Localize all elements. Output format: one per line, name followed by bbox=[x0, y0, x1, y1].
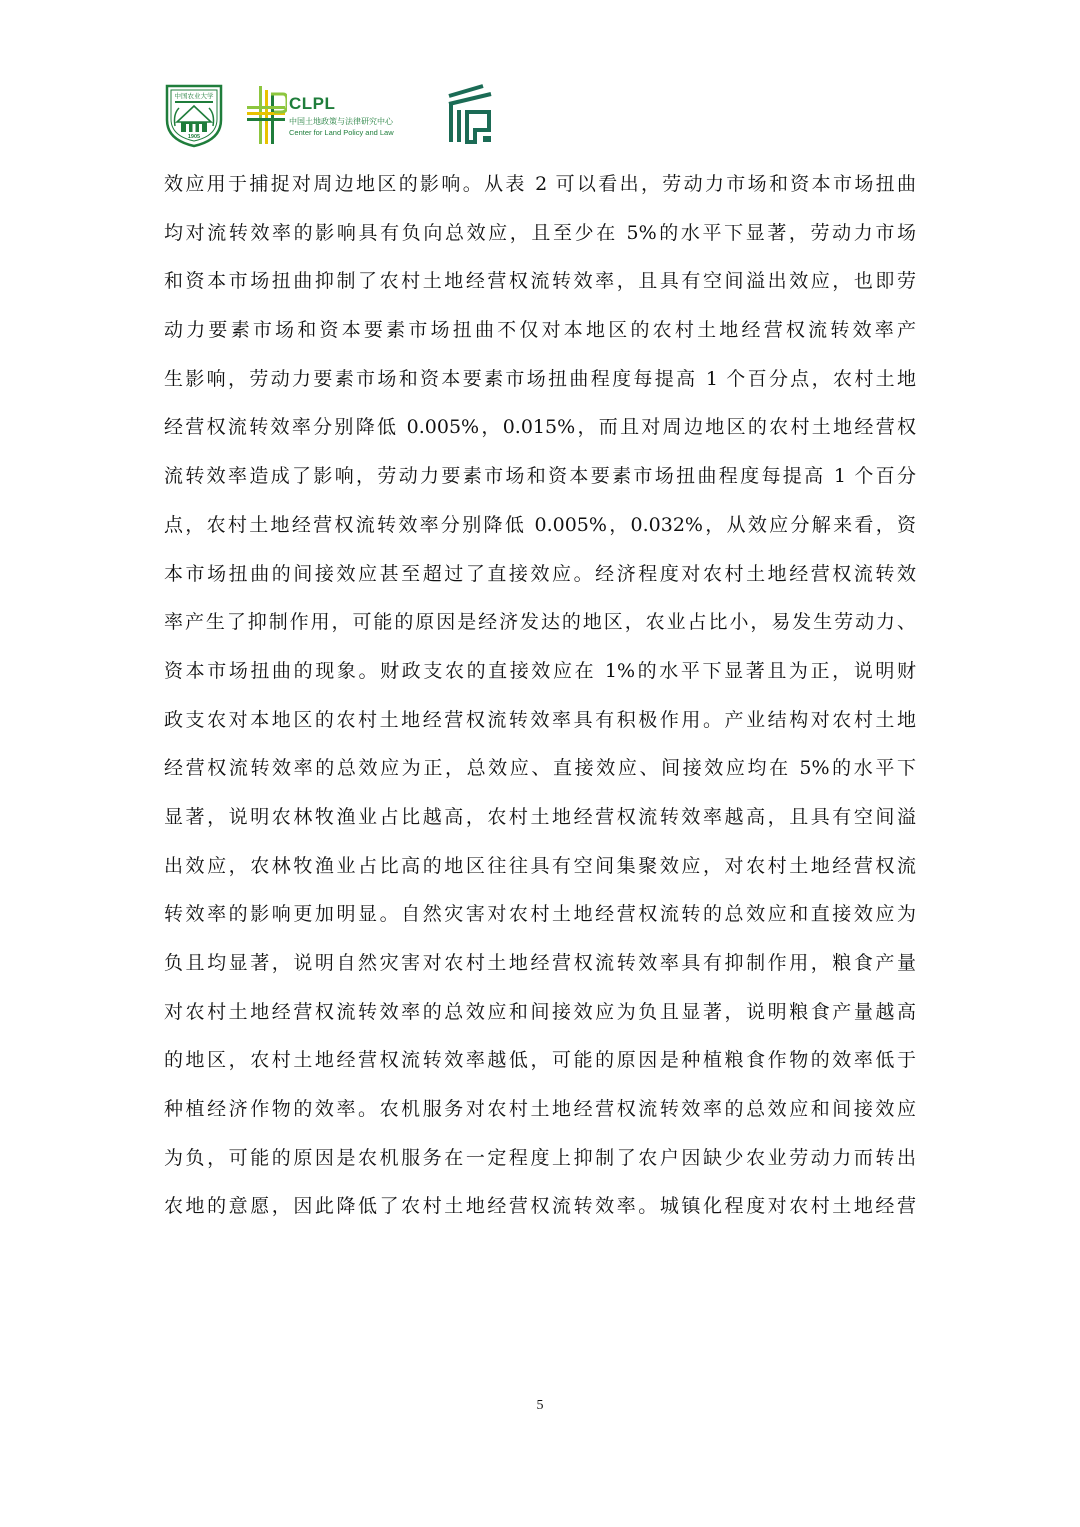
text-line: 和资本市场扭曲抑制了农村土地经营权流转效率，且具有空间溢出效应，也即劳 bbox=[164, 270, 916, 293]
text-line: 生影响，劳动力要素市场和资本要素市场扭曲程度每提高 1 个百分点，农村土地 bbox=[164, 367, 916, 390]
text-line: 经营权流转效率的总效应为正，总效应、直接效应、间接效应均在 5%的水平下 bbox=[164, 757, 916, 780]
geometric-logo-icon bbox=[447, 82, 495, 144]
text-line: 对农村土地经营权流转效率的总效应和间接效应为负且显著，说明粮食产量越高 bbox=[164, 1000, 916, 1023]
clpl-name-en: Center for Land Policy and Law bbox=[289, 128, 394, 137]
text-line: 本市场扭曲的间接效应甚至超过了直接效应。经济程度对农村土地经营权流转效 bbox=[164, 562, 916, 585]
text-line: 点，农村土地经营权流转效率分别降低 0.005%，0.032%，从效应分解来看，资 bbox=[164, 513, 916, 536]
text-line: 动力要素市场和资本要素市场扭曲不仅对本地区的农村土地经营权流转效率产 bbox=[164, 319, 916, 342]
page-number: 5 bbox=[536, 1398, 544, 1413]
cau-seal-icon bbox=[163, 82, 225, 148]
text-line: 率产生了抑制作用，可能的原因是经济发达的地区，农业占比小，易发生劳动力、 bbox=[164, 611, 916, 634]
clpl-logo bbox=[247, 86, 422, 144]
text-line: 农地的意愿，因此降低了农村土地经营权流转效率。城镇化程度对农村土地经营 bbox=[164, 1195, 916, 1218]
geometric-logo bbox=[447, 82, 495, 144]
text-line: 流转效率造成了影响，劳动力要素市场和资本要素市场扭曲程度每提高 1 个百分 bbox=[164, 465, 916, 488]
clpl-name-cn: 中国土地政策与法律研究中心 bbox=[289, 117, 393, 126]
text-line: 资本市场扭曲的现象。财政支农的直接效应在 1%的水平下显著且为正，说明财 bbox=[164, 659, 916, 682]
text-line: 转效率的影响更加明显。自然灾害对农村土地经营权流转的总效应和直接效应为 bbox=[164, 903, 916, 926]
text-line: 为负，可能的原因是农机服务在一定程度上抑制了农户因缺少农业劳动力而转出 bbox=[164, 1146, 916, 1169]
text-line: 负且均显著，说明自然灾害对农村土地经营权流转效率具有抑制作用，粮食产量 bbox=[164, 952, 916, 974]
text-line: 种植经济作物的效率。农机服务对农村土地经营权流转效率的总效应和间接效应 bbox=[164, 1098, 916, 1121]
body-text bbox=[164, 160, 916, 1231]
cau-seal-logo bbox=[163, 82, 225, 148]
svg-text:中国农业大学: 中国农业大学 bbox=[174, 92, 214, 100]
text-line: 效应用于捕捉对周边地区的影响。从表 2 可以看出，劳动力市场和资本市场扭曲 bbox=[164, 173, 916, 195]
clpl-mark-icon bbox=[247, 86, 287, 144]
text-line: 均对流转效率的影响具有负向总效应，且至少在 5%的水平下显著，劳动力市场 bbox=[164, 221, 916, 244]
page-header bbox=[163, 82, 503, 148]
text-line: 的地区，农村土地经营权流转效率越低，可能的原因是种植粮食作物的效率低于 bbox=[164, 1049, 916, 1072]
text-line: 出效应，农林牧渔业占比高的地区往往具有空间集聚效应，对农村土地经营权流 bbox=[164, 854, 916, 877]
text-line: 经营权流转效率分别降低 0.005%，0.015%，而且对周边地区的农村土地经营权 bbox=[164, 416, 916, 439]
svg-text:1905: 1905 bbox=[187, 134, 201, 140]
text-line: 显著，说明农林牧渔业占比越高，农村土地经营权流转效率越高，且具有空间溢 bbox=[164, 805, 916, 828]
text-line: 政支农对本地区的农村土地经营权流转效率具有积极作用。产业结构对农村土地 bbox=[164, 708, 916, 731]
clpl-acronym: CLPL bbox=[289, 94, 336, 113]
